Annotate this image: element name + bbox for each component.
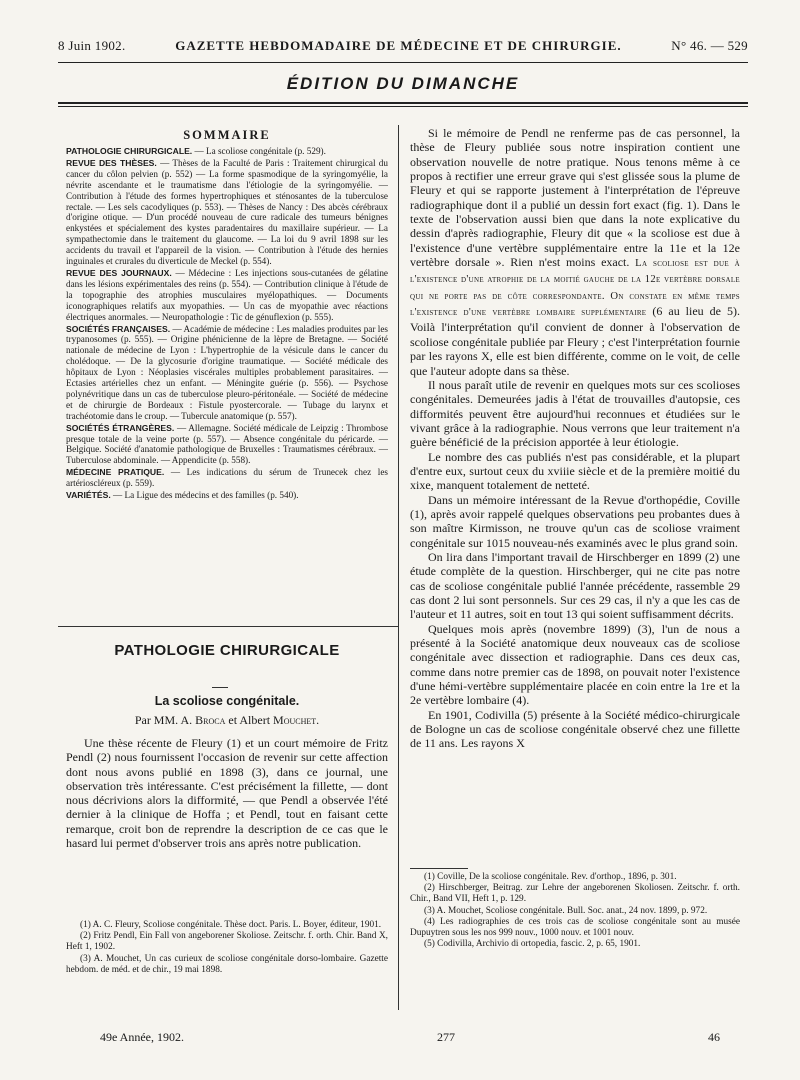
sommaire-section-head: SOCIÉTÉS FRANÇAISES. bbox=[66, 323, 171, 334]
paragraph: Dans un mémoire intéressant de la Revue d'orthopédie, Coville (1), après avoir rappelé quelques observations peu probantes dues à son maître Kirmisson, ne trouve qu'un cas de scoliose vraiment congénitale sur 1015 nouveau-nés examinés avec le plus grand soin. bbox=[410, 492, 740, 550]
year-label: 49e Année, 1902. bbox=[100, 1030, 184, 1044]
sommaire-title: SOMMAIRE bbox=[183, 128, 271, 142]
sheet-number: 46 bbox=[707, 1030, 720, 1044]
sommaire-section-head: REVUE DES THÈSES. bbox=[66, 157, 157, 168]
sommaire-entry bbox=[66, 158, 388, 267]
paragraph bbox=[410, 126, 740, 378]
title-rule bbox=[212, 687, 228, 688]
edition-rule-thin bbox=[58, 106, 748, 107]
sommaire-entry bbox=[66, 324, 388, 422]
sommaire-section-text: — Académie de médecine : Les maladies produites par les trypanosomes (p. 555). — Origine phénicienne de la lèpre de Bretagne. — Société nationale de médecine de Lyon : L'hypertrophie de la vésicule dans le cancer du cholédoque. — De la glycosurie d'origine traumatique. — Société médicale des hôpitaux de Lyon : Néoplasies viscérales multiples probablement parasitaires. — Ectasies artérielles chez un enfant. — Méningite guérie (p. 556). — Psychose polynévritique dans un cas de tuberculose pleuro-péritonéale. — Société de médecine et de chirurgie de Bordeaux : Fistule pyostercorale. — Tubage du larynx et trachéotomie dans le croup. — Tubercule anatomique (p. 557). bbox=[66, 323, 388, 421]
footnote: (5) Codivilla, Archivio di ortopedia, fascic. 2, p. 65, 1901. bbox=[424, 939, 641, 950]
paragraph: On lira dans l'important travail de Hirschberger en 1899 (2) une étude complète de la question. Hirschberger, qui ne cite pas notre cas de scoliose congénitale publié l'année précédente, rassemble 29 cas dont 2 lui sont personnels. Sur ces 29 cas, il n'y a que les cas de l'auteur et 11 autres, soit en tout 13 qui soient suffisamment décrits. bbox=[410, 549, 740, 622]
sommaire-section-head: VARIÉTÉS. bbox=[66, 490, 111, 501]
article-title: La scoliose congénitale. bbox=[154, 694, 300, 708]
issue-date: 8 Juin 1902. bbox=[58, 38, 126, 53]
sommaire-section-text: — Thèses de la Faculté de Paris : Traitement chirurgical du cancer du côlon pelvien (p. 552) — La forme spasmodique de la syringomyélie, la névrite ascendante et le traumatisme dans l'étiologie de la syringomyélie. — Contribution à l'étude des formes hypertrophiques et sténosantes de la tuberculose rectale. — Les sels cacodyliques (p. 553). — Thèses de Nancy : Des abcès cérébraux d'origine otique. — D'un procédé nouveau de cure radicale des tumeurs bénignes enkystées et spécialement des kystes paradentaires du maxillaire supérieur. — La sympathectomie dans le traitement du glaucome. — La loi du 9 avril 1898 sur les accidents du travail et l'appareil de la vision. — Contribution à l'étude des hernies inguinales et crurales du diverticule de Meckel (p. 554). bbox=[66, 157, 388, 267]
article-body-right bbox=[410, 126, 740, 751]
paragraph-text: (6 au lieu de 5). Voilà l'interprétation qu'il convient de donner à l'observation de scoliose congénitale publiée par Fleury ; c'est l'interprétation fournie par les rayons X, elle est bien différente, comme on le voit, de celle que l'auteur adopte dans sa thèse. bbox=[410, 304, 740, 378]
paragraph: Il nous paraît utile de revenir en quelques mots sur ces scolioses congénitales. Demeurées jadis à l'état de trouvailles d'autopsie, ces difformités peuvent être aujourd'hui reconnues et étudiées sur le vivant grâce à la radiographie. Nous verrons que leur traitement n'a guère bénéficié de la précision apportée à leur étiologie. bbox=[410, 377, 740, 450]
issue-number: N° 46. — 529 bbox=[671, 38, 748, 53]
footnote-rule bbox=[410, 868, 468, 869]
sommaire-entry bbox=[66, 268, 388, 323]
sommaire-section-text: — Médecine : Les injections sous-cutanées de gélatine dans les lésions expérimentales des reins (p. 554). — Contribution clinique à l'étude de la topographie des atrophies musculaires myélopathiques. — Documents iconographiques relatifs aux myopathies. — Un cas de myopathie avec réactions électriques anormales. — Neuropathologie : Tic de génuflexion (p. 555). bbox=[66, 267, 388, 322]
footnote: (2) Fritz Pendl, Ein Fall von angeborener Skoliose. Zeitschr. f. orth. Chir. Band X, Heft 1, 1902. bbox=[66, 931, 388, 953]
sommaire-entry bbox=[66, 146, 388, 157]
page-footer bbox=[100, 1030, 720, 1045]
header-rule bbox=[58, 62, 748, 63]
edition-rule-thick bbox=[58, 102, 748, 104]
sommaire-section-head: MÉDECINE PRATIQUE. bbox=[66, 467, 165, 478]
paragraph: Quelques mois après (novembre 1899) (3), l'un de nous a présenté à la Société anatomique deux nouveaux cas de scoliose congénitale avec dissection et radiographie. Dans ces deux cas, comme dans notre premier cas de 1898, on pouvait noter l'existence d'une hémi-vertèbre supplémentaire placée en coin entre la 1re et la 2e vertèbre lombaire (4). bbox=[410, 621, 740, 708]
footnote: (1) A. C. Fleury, Scoliose congénitale. Thèse doct. Paris. L. Boyer, éditeur, 1901. bbox=[80, 920, 382, 930]
sommaire-entry bbox=[66, 490, 388, 501]
page-number: 277 bbox=[436, 1030, 455, 1044]
journal-title: GAZETTE HEBDOMADAIRE DE MÉDECINE ET DE CHIRURGIE. bbox=[175, 38, 622, 53]
sommaire bbox=[66, 146, 388, 502]
sommaire-section-head: SOCIÉTÉS ÉTRANGÈRES. bbox=[66, 422, 175, 433]
sommaire-section-text: — Les indications du sérum de Trunecek chez les artérioscléreux (p. 559). bbox=[66, 467, 389, 489]
sommaire-section-head: PATHOLOGIE CHIRURGICALE. bbox=[66, 146, 193, 156]
author-broca: Broca bbox=[195, 713, 226, 727]
sommaire-section-text: — La scoliose congénitale (p. 529). bbox=[192, 146, 326, 156]
footnote: (3) A. Mouchet, Un cas curieux de scoliose congénitale dorso-lombaire. Gazette hebdom. de méd. et de chir., 19 mai 1898. bbox=[66, 953, 388, 975]
byline-middle: et Albert bbox=[225, 713, 274, 727]
byline bbox=[66, 713, 388, 728]
footnote: (1) Coville, De la scoliose congénitale. Rev. d'orthop., 1896, p. 301. bbox=[424, 872, 677, 882]
footnote: (4) Les radiographies de ces trois cas de scoliose congénitale sont au musée Dupuytren sous les nos 999 nouv., 1000 nouv. et 1001 nouv. bbox=[410, 916, 740, 939]
edition-label: ÉDITION DU DIMANCHE bbox=[286, 74, 520, 93]
small-caps-passage: La scoliose est due à l'existence d'une atrophie de la moitié gauche de la 12e vertèbre dorsale qui ne porte pas de côte correspondante. On constate en même temps l'existence d'une vertèbre lombaire supplémentaire bbox=[410, 258, 741, 319]
sommaire-entry bbox=[66, 467, 388, 489]
sommaire-entry bbox=[66, 423, 388, 467]
column-divider bbox=[398, 125, 399, 1010]
sommaire-rule bbox=[58, 626, 398, 627]
author-mouchet: Mouchet. bbox=[273, 713, 320, 727]
sommaire-section-head: REVUE DES JOURNAUX. bbox=[66, 267, 172, 278]
running-head bbox=[58, 38, 748, 58]
article-body-left bbox=[66, 736, 388, 850]
byline-prefix: Par MM. A. bbox=[134, 713, 196, 727]
paragraph: En 1901, Codivilla (5) présente à la Société médico-chirurgicale de Bologne un cas de scoliose congénitale observé chez une fillette de 11 ans. Les rayons X bbox=[410, 707, 740, 751]
footnotes-right bbox=[410, 872, 740, 950]
paragraph: Une thèse récente de Fleury (1) et un court mémoire de Fritz Pendl (2) nous fournissent l'occasion de revenir sur cette affection dont nous avons publié en 1898 (3), dans ce journal, une observation très intéressante. C'est précisément la fillette, — dont nous décrivions alors la difformité, — que Pendl a observée l'été dernier à la clinique de Hoffa ; et Pendl, tout en faisant cette remarque, croit bon de reprendre la description de ce cas que le hasard lui permet d'observer trois ans après notre publication. bbox=[66, 736, 388, 851]
paragraph-text: Si le mémoire de Pendl ne renferme pas de cas personnel, la thèse de Fleury publiée sous notre inspiration contient une observation nouvelle de notre pratique. Nous tenons même à ce propos à rectifier une erreur grave qui s'est glissée sous la plume de Fleury et qui se rapporte justement à l'interprétation de l'épreuve radiographique dont il a publié un dessin fort exact (fig. 1). Dans le texte de l'observation aussi bien que dans la note explicative du dessin d'après radiographie, Fleury dit que « la scoliose est due à l'existence d'une vertèbre supplémentaire entre la 11e et la 12e vertèbre dorsale ». Rien n'est moins exact. bbox=[410, 126, 740, 270]
footnote: (3) A. Mouchet, Scoliose congénitale. Bull. Soc. anat., 24 nov. 1899, p. 972. bbox=[424, 905, 708, 916]
paragraph: Le nombre des cas publiés n'est pas considérable, et la plupart d'entre eux, surtout ceux du xviiie siècle et de la première moitié du xixe, manquent totalement de netteté. bbox=[410, 449, 740, 493]
footnote: (2) Hirschberger, Beitrag. zur Lehre der angeborenen Skoliosen. Zeitschr. f. orth. Chir., Band VII, Heft 1, p. 129. bbox=[410, 883, 740, 905]
section-heading: PATHOLOGIE CHIRURGICALE bbox=[114, 642, 340, 659]
sommaire-section-text: — Allemagne. Société médicale de Leipzig : Thrombose presque totale de la veine porte (p. 557). — Absence congénitale du péricarde. — Belgique. Société d'anatomie pathologique de Bruxelles : Traumatismes cérébraux. — Tuberculose abdominale. — Appendicite (p. 558). bbox=[66, 422, 388, 466]
sommaire-section-text: — La Ligue des médecins et des familles (p. 540). bbox=[110, 490, 299, 501]
footnotes-left bbox=[66, 920, 388, 976]
